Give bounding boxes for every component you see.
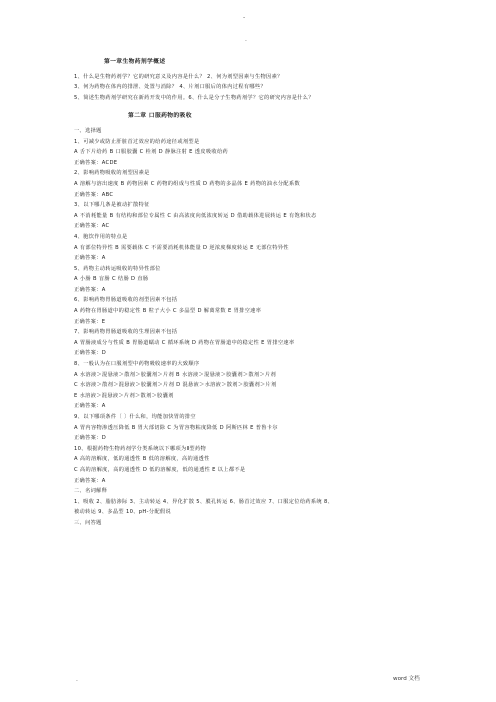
chapter2-line: 正确答案：A: [74, 403, 106, 410]
chapter2-line: 2、影响药物吸收的剂型因素是: [74, 170, 150, 177]
chapter2-line: 8、一般认为在口服剂型中药物吸收速率的大致顺序: [74, 361, 200, 368]
chapter2-line: A 溶解与溶出速度 B 药物因素 C 药物的组成与性质 D 药物的多晶体 E 药物的油水分配系数: [74, 180, 301, 187]
chapter2-line: 7、影响药物胃肠道吸收的生理因素不包括: [74, 329, 178, 336]
chapter2-line: C 水溶液＞散剂＞混悬液＞胶囊剂＞片剂 D 混悬液＞水溶液＞散剂＞胶囊剂＞片剂: [74, 382, 277, 389]
chapter2-line: 正确答案：ACDE: [74, 159, 118, 166]
header-dash: -: [243, 14, 246, 21]
chapter2-line: A 水溶液＞混悬液＞散剂＞胶囊剂＞片剂 B 水溶液＞混悬液＞胶囊剂＞散剂＞片剂: [74, 371, 277, 378]
chapter2-line: 5、药物主动转运吸收的特异性部位: [74, 265, 161, 272]
chapter2-line: 4、胞饮作用的特点是: [74, 233, 128, 240]
header-dot: .: [245, 36, 247, 43]
chapter2-line: 正确答案：D: [74, 435, 107, 442]
chapter2-line: A 胃肠液成分与性质 B 胃肠道蠕动 C 循环系统 D 药物在胃肠道中的稳定性 E 胃排空速率: [74, 339, 295, 346]
chapter2-line: A 小肠 B 盲肠 C 结肠 D 直肠: [74, 276, 149, 283]
chapter2-line: 被动转运 9、多晶型 10、pH-分配假说: [74, 509, 172, 516]
chapter2-line: A 胃内容物渗透压降低 B 胃大部切除 C 为胃容物粘度降低 D 阿斯匹林 E 普鲁卡尔: [74, 424, 278, 431]
chapter2-line: A 高的溶解度，低的通透性 B 低的溶解度，高的通透性: [74, 456, 210, 463]
chapter1-line: 3、何为药物在体内的排泄、处置与消除？ 4、片剂口服后的体内过程有哪些？: [74, 84, 267, 91]
chapter1-title: 第一章生物药剂学概述: [104, 59, 166, 65]
chapter2-line: 正确答案：A: [74, 286, 106, 293]
chapter2-line: C 高的溶解度，高的通透性 D 低的溶解度，低的通透性 E 以上都不是: [74, 466, 246, 473]
document-body: [74, 57, 454, 529]
chapter2-line: 三、问答题: [74, 519, 102, 526]
chapter1-questions: [74, 72, 454, 104]
chapter2-line: A 药物在胃肠道中的稳定性 B 粒子大小 C 多晶型 D 解离常数 E 胃排空速率: [74, 308, 262, 315]
chapter2-line: 一、选择题: [74, 127, 102, 134]
chapter2-line: 3、以下哪几条是被动扩散特征: [74, 202, 150, 209]
chapter2-line: 正确答案：E: [74, 318, 106, 325]
chapter2-line: 正确答案：A: [74, 477, 106, 484]
chapter2-line: 9、以下哪项条件〔 〕什么和，均能加快胃的排空: [74, 414, 196, 420]
chapter2-line: A 有部位特异性 B 需要载体 C 不需要消耗机体能量 D 逆浓度梯度转运 E 无部位特异性: [74, 244, 289, 251]
chapter2-line: E 水溶液＞混悬液＞片剂＞散剂＞胶囊剂: [74, 392, 174, 399]
chapter1-line: 1、什么是生物药剂学？它的研究意义及内容是什么？ 2、何为剂型因素与生物因素？: [74, 73, 283, 80]
chapter2-title: 第二章 口服药物的吸收: [128, 113, 192, 120]
chapter2-line: 正确答案：D: [74, 350, 107, 357]
chapter2-content: [74, 126, 454, 529]
footer-word-label: word 文档: [393, 676, 420, 682]
chapter2-line: 正确答案：AC: [74, 223, 110, 230]
chapter2-line: 1、吸收 2、脂肪渗际 3、主动转运 4、异化扩散 5、膜孔转运 6、肠首过效应 7、口服定位给药系统 8、: [74, 498, 334, 505]
chapter2-line: 二、名词解释: [74, 488, 108, 495]
chapter2-line: 1、可减少或防止肝脏首过效应的给药途径或剂型是: [74, 138, 200, 145]
chapter1-line: 5、简述生物药剂学研究在新药开发中的作用。6、什么是分子生物药剂学？它的研究内容是什么？: [74, 94, 314, 101]
chapter2-line: 正确答案：A: [74, 255, 106, 262]
chapter2-line: A 舌下片给药 B 口服胶囊 C 栓剂 D 静脉注射 E 透皮吸收给药: [74, 149, 229, 156]
footer-dot: .: [76, 676, 78, 683]
chapter2-line: 10、根据药物生物药剂学分类系统以下哪项为Ⅱ型药物: [74, 445, 207, 452]
chapter2-line: 6、影响药物胃肠道吸收的剂型因素不包括: [74, 297, 178, 304]
chapter2-line: 正确答案：ABC: [74, 191, 114, 198]
chapter2-line: A 不消耗能量 B 有结构和部位专属性 C 由高浓度向低浓度转运 D 借助载体进展转运 E 有饱和状态: [74, 212, 317, 219]
